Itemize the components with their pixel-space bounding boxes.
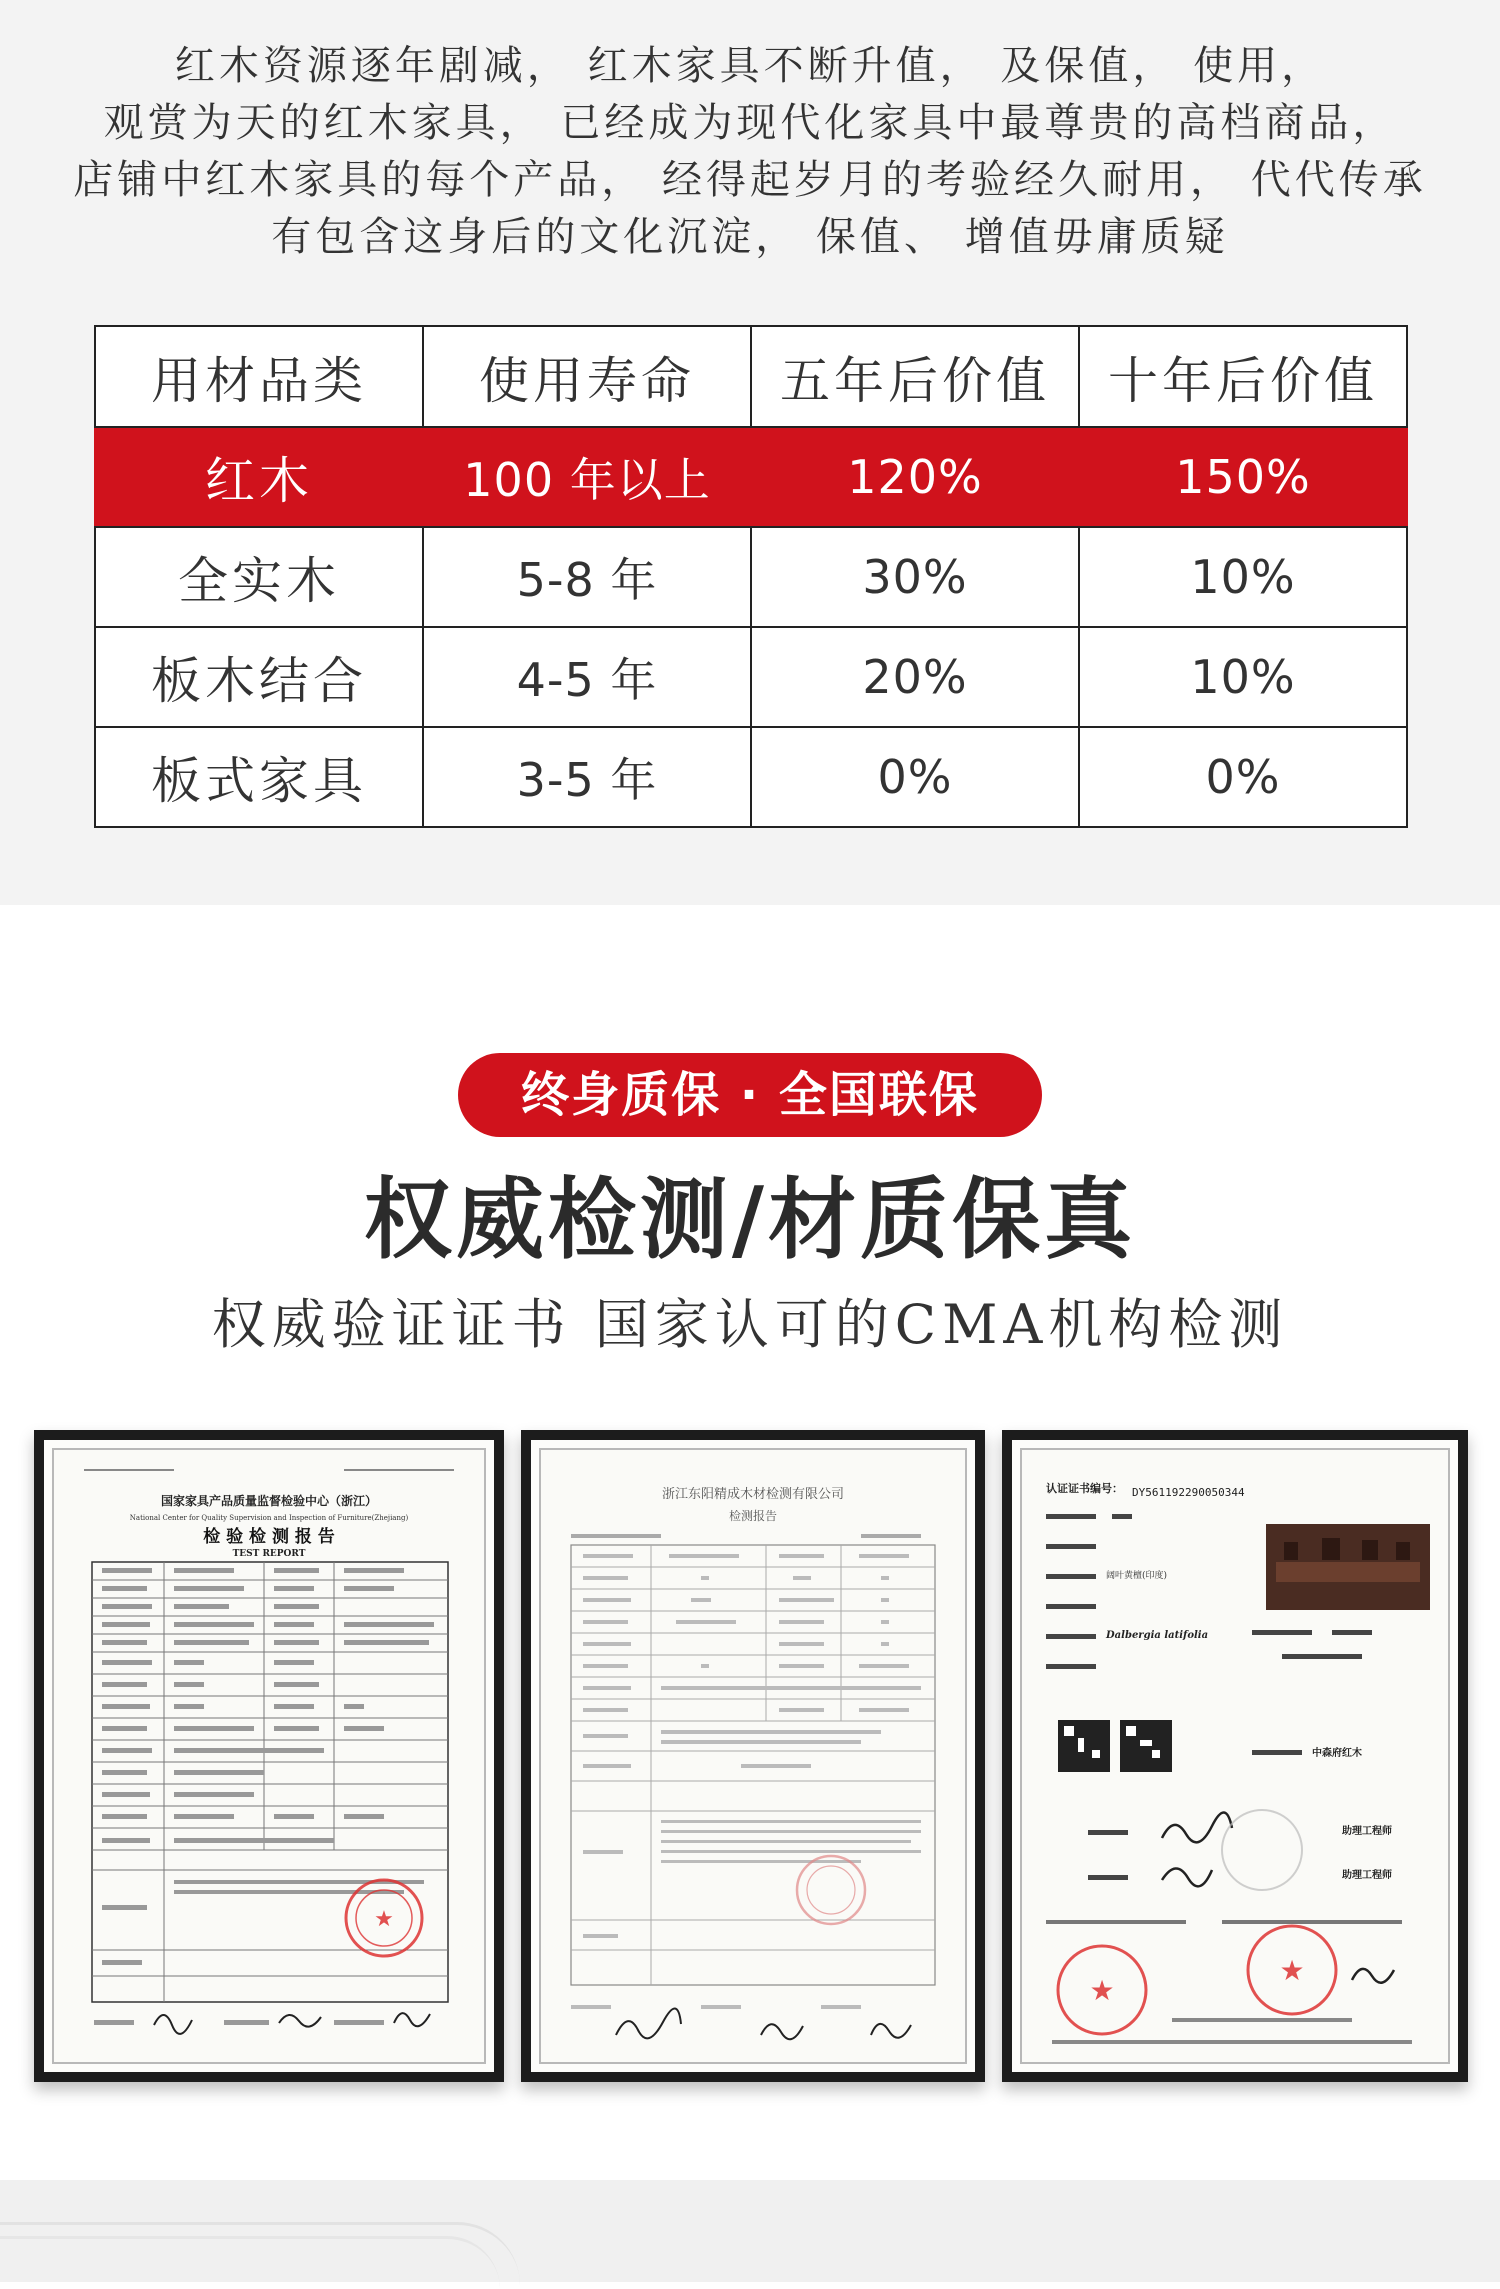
svg-text:★: ★: [1279, 1954, 1305, 1987]
cert-reviewer-title: 助理工程师: [1342, 1826, 1392, 1837]
certificate-paper: [52, 1448, 486, 2064]
intro-line: 观赏为天的红木家具， 已经成为现代化家具中最尊贵的高档商品，: [103, 100, 1397, 146]
material-cell: 红木: [95, 427, 423, 527]
five-year-value-cell: 30%: [751, 527, 1079, 627]
table-row: [95, 527, 1407, 627]
table-row: [95, 727, 1407, 827]
ten-year-value-cell: 10%: [1079, 627, 1407, 727]
certificate-content-graphic: [1022, 1450, 1448, 2062]
section-headline: 权威检测/材质保真: [363, 1168, 1137, 1271]
bottom-decoration: [0, 2180, 1500, 2282]
table-row-highlighted: [95, 427, 1407, 527]
five-year-value-cell: 20%: [751, 627, 1079, 727]
material-cell: 板木结合: [95, 627, 423, 727]
intro-line: 有包含这身后的文化沉淀， 保值、 增值毋庸质疑: [271, 214, 1229, 260]
cert-issuer-title: 国家家具产品质量监督检验中心（浙江）: [160, 1494, 378, 1508]
certificate-paper: [1020, 1448, 1450, 2064]
ten-year-value-cell: 10%: [1079, 527, 1407, 627]
ten-year-value-cell: 150%: [1079, 427, 1407, 527]
table-header-row: [95, 326, 1407, 427]
cert-issuer-title: 浙江东阳精成木材检测有限公司: [661, 1487, 845, 1502]
column-header: 五年后价值: [751, 326, 1079, 427]
cert-report-title: 检 验 检 测 报 告: [203, 1527, 335, 1547]
ten-year-value-cell: 0%: [1079, 727, 1407, 827]
cert-client-org: 中森府红木: [1312, 1748, 1362, 1759]
intro-line: 店铺中红木家具的每个产品， 经得起岁月的考验经久耐用， 代代传承: [73, 157, 1427, 203]
cert-report-title-en: TEST REPORT: [232, 1549, 306, 1559]
cert-species-latin: Dalbergia latifolia: [1106, 1630, 1209, 1641]
value-comparison-table: [94, 325, 1408, 828]
material-cell: 板式家具: [95, 727, 423, 827]
column-header: 用材品类: [95, 326, 423, 427]
svg-text:★: ★: [1089, 1974, 1115, 2007]
certificate-content-graphic: [54, 1450, 484, 2062]
intro-paragraph: [0, 38, 1500, 266]
svg-text:★: ★: [374, 1907, 394, 1932]
table-row: [95, 627, 1407, 727]
lifespan-cell: 3-5 年: [423, 727, 751, 827]
decorative-curve: [0, 2236, 500, 2289]
five-year-value-cell: 0%: [751, 727, 1079, 827]
cert-issuer-title-en: National Center for Quality Supervision and Inspection of Furniture(Zhejiang): [129, 1514, 409, 1522]
certificate-content-graphic: [541, 1450, 965, 2062]
certificate-wood-test: [521, 1430, 985, 2082]
five-year-value-cell: 120%: [751, 427, 1079, 527]
column-header: 十年后价值: [1079, 326, 1407, 427]
certificate-paper: [539, 1448, 967, 2064]
intro-line: 红木资源逐年剧减， 红木家具不断升值， 及保值， 使用，: [174, 43, 1326, 89]
cert-number-label: 认证证书编号：: [1046, 1482, 1123, 1495]
column-header: 使用寿命: [423, 326, 751, 427]
warranty-badge: 终身质保 · 全国联保: [458, 1053, 1042, 1137]
material-cell: 全实木: [95, 527, 423, 627]
cert-number: DY561192290050344: [1132, 1486, 1245, 1499]
cert-report-title: 检测报告: [728, 1509, 778, 1523]
cert-species-cn: 阔叶黄檀(印度): [1106, 1571, 1168, 1581]
certificate-species-identification: [1002, 1430, 1468, 2082]
cert-approver-title: 助理工程师: [1342, 1870, 1392, 1881]
certificate-test-report: [34, 1430, 504, 2082]
section-subheadline: 权威验证证书 国家认可的CMA机构检测: [211, 1293, 1289, 1356]
lifespan-cell: 4-5 年: [423, 627, 751, 727]
lifespan-cell: 5-8 年: [423, 527, 751, 627]
lifespan-cell: 100 年以上: [423, 427, 751, 527]
